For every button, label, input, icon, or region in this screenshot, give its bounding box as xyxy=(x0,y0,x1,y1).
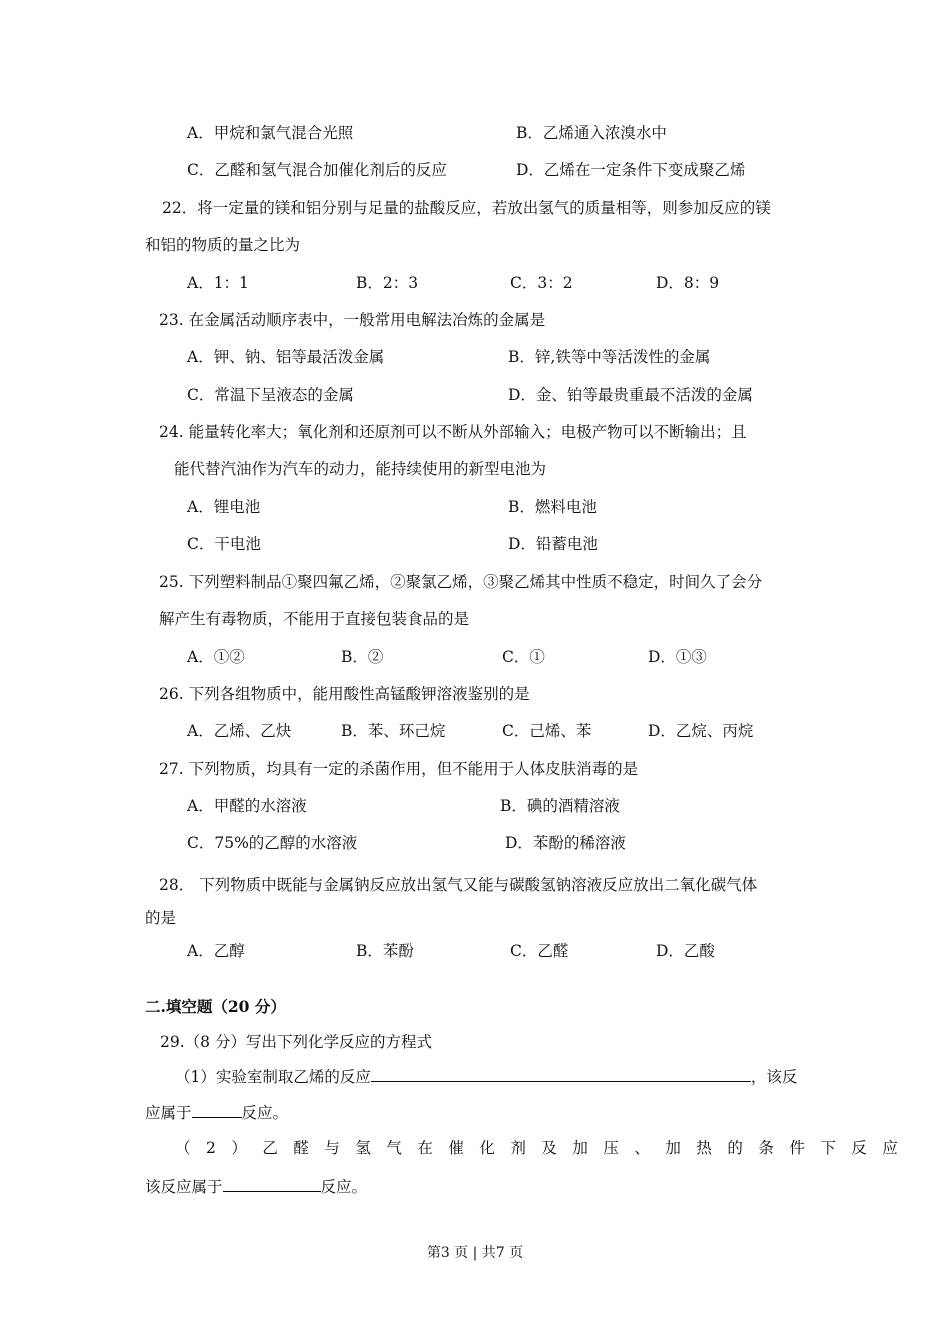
answer-blank-equation-1[interactable] xyxy=(371,1065,751,1082)
q29-part1-line2-prefix: 应属于 xyxy=(145,1104,192,1122)
q29-part2-line2-suffix: 反应。 xyxy=(320,1178,368,1196)
q21-option-a: A．甲烷和氯气混合光照 xyxy=(187,124,354,142)
q24-stem-line2: 能代替汽油作为汽车的动力，能持续使用的新型电池为 xyxy=(174,460,547,478)
q28-option-d: D．乙酸 xyxy=(656,942,715,960)
q23-option-c: C．常温下呈液态的金属 xyxy=(187,386,354,404)
q25-stem-line1: 25. 下列塑料制品①聚四氟乙烯，②聚氯乙烯，③聚乙烯其中性质不稳定，时间久了会分 xyxy=(159,573,763,591)
q25-option-a: A．①② xyxy=(187,648,245,666)
q22-option-d: D．8：9 xyxy=(656,274,720,292)
q24-option-a: A．锂电池 xyxy=(187,498,261,516)
q21-option-c: C．乙醛和氢气混合加催化剂后的反应 xyxy=(187,161,447,179)
q29-part1-suffix: ，该反 xyxy=(750,1068,798,1086)
q21-option-b: B．乙烯通入浓溴水中 xyxy=(516,124,667,142)
answer-blank-type-1[interactable] xyxy=(192,1101,242,1118)
answer-blank-type-2[interactable] xyxy=(223,1175,321,1192)
q26-stem: 26. 下列各组物质中，能用酸性高锰酸钾溶液鉴别的是 xyxy=(159,685,530,703)
q24-option-d: D．铅蓄电池 xyxy=(508,535,598,553)
q29-stem: 29.（8 分）写出下列化学反应的方程式 xyxy=(160,1033,432,1051)
q22-option-a: A．1：1 xyxy=(187,274,249,292)
q29-part2-line2-prefix: 该反应属于 xyxy=(145,1178,223,1196)
q22-stem-line2: 和铝的物质的量之比为 xyxy=(145,236,301,254)
q27-stem: 27. 下列物质，均具有一定的杀菌作用，但不能用于人体皮肤消毒的是 xyxy=(159,760,639,778)
q23-option-d: D．金、铂等最贵重最不活泼的金属 xyxy=(508,386,753,404)
q26-option-d: D．乙烷、丙烷 xyxy=(648,722,754,740)
q21-option-d: D．乙烯在一定条件下变成聚乙烯 xyxy=(516,161,746,179)
q27-option-c: C．75%的乙醇的水溶液 xyxy=(187,834,358,852)
q26-option-c: C．己烯、苯 xyxy=(502,722,592,740)
q28-stem-line1: 28． 下列物质中既能与金属钠反应放出氢气又能与碳酸氢钠溶液反应放出二氧化碳气体 xyxy=(159,876,758,894)
q29-part1-line2-suffix: 反应。 xyxy=(241,1104,289,1122)
q29-part2-line2 xyxy=(145,1175,367,1197)
q25-stem-line2: 解产生有毒物质，不能用于直接包装食品的是 xyxy=(159,610,470,628)
q24-option-b: B．燃料电池 xyxy=(508,498,597,516)
q23-option-a: A．钾、钠、铝等最活泼金属 xyxy=(187,348,385,366)
q26-option-a: A．乙烯、乙炔 xyxy=(187,722,292,740)
q29-part1-line1 xyxy=(175,1065,797,1087)
q26-option-b: B．苯、环己烷 xyxy=(341,722,446,740)
q25-option-d: D．①③ xyxy=(648,648,707,666)
q23-stem: 23. 在金属活动顺序表中，一般常用电解法冶炼的金属是 xyxy=(159,311,546,329)
q22-option-b: B．2：3 xyxy=(356,274,419,292)
q29-part1-prefix: （1）实验室制取乙烯的反应 xyxy=(175,1068,371,1086)
q22-stem-line1: 22．将一定量的镁和铝分别与足量的盐酸反应，若放出氢气的质量相等，则参加反应的镁 xyxy=(162,199,771,217)
q25-option-c: C．① xyxy=(502,648,545,666)
q28-option-a: A．乙醇 xyxy=(187,942,245,960)
section-heading-fill-in: 二.填空题（20 分） xyxy=(145,997,286,1016)
q27-option-a: A．甲醛的水溶液 xyxy=(187,797,307,815)
q24-stem-line1: 24. 能量转化率大；氧化剂和还原剂可以不断从外部输入；电极产物可以不断输出；且 xyxy=(159,423,747,441)
q29-part2-line1: （2）乙醛与氢气在催化剂及加压、加热的条件下反应 xyxy=(175,1139,914,1157)
q25-option-b: B．② xyxy=(341,648,384,666)
q22-option-c: C．3：2 xyxy=(510,274,573,292)
q23-option-b: B．锌,铁等中等活泼性的金属 xyxy=(508,348,711,366)
q28-option-c: C．乙醛 xyxy=(510,942,569,960)
q28-option-b: B．苯酚 xyxy=(356,942,414,960)
q29-part1-line2 xyxy=(145,1101,288,1123)
q28-stem-line2: 的是 xyxy=(145,909,177,927)
q27-option-b: B．碘的酒精溶液 xyxy=(500,797,620,815)
q27-option-d: D．苯酚的稀溶液 xyxy=(505,834,626,852)
q24-option-c: C．干电池 xyxy=(187,535,261,553)
page-footer: 第3 页 | 共7 页 xyxy=(426,1245,524,1261)
